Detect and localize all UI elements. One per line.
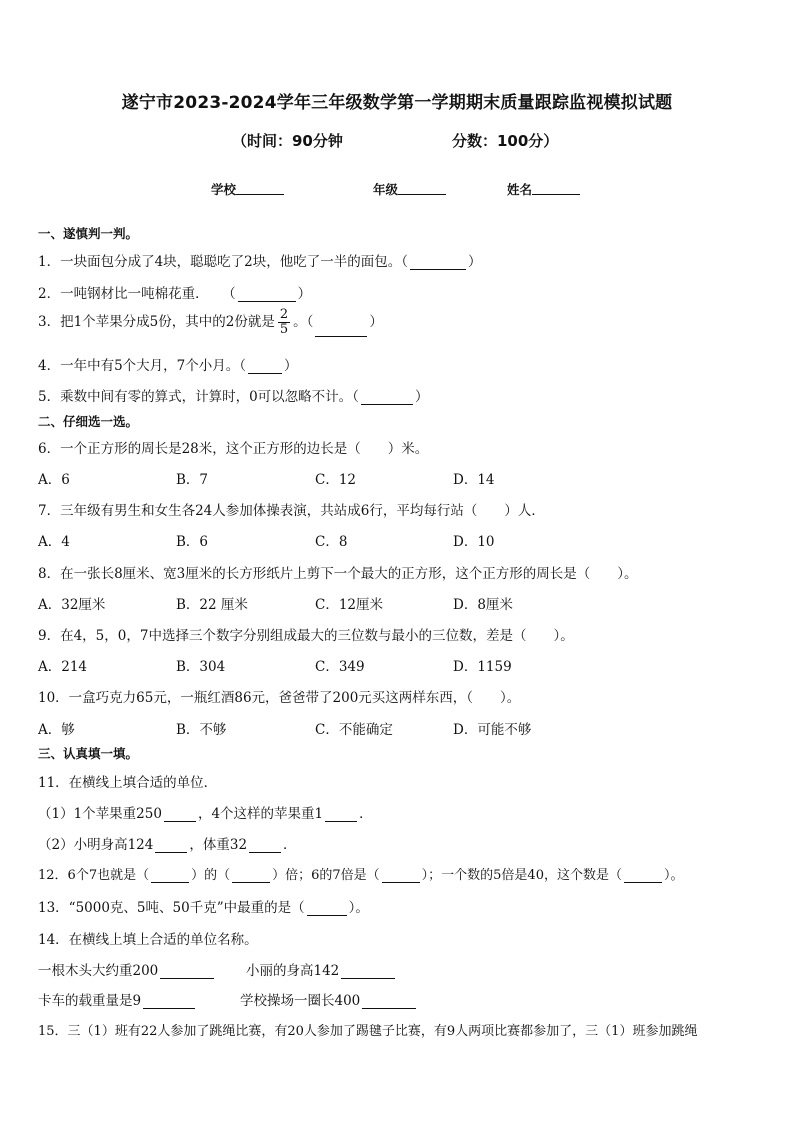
answer-blank[interactable] <box>151 868 189 883</box>
option-c[interactable]: C．349 <box>315 659 365 675</box>
question-12: 12．6个7也就是（ ）的（ ）倍；6的7倍是（ ）；一个数的5倍是40，这个数是（ ）。 <box>38 868 684 883</box>
grade-field: 年级 <box>373 180 398 198</box>
question-13: 13．“5000克、5吨、50千克”中最重的是（ ）。 <box>38 900 369 916</box>
name-field: 姓名 <box>507 180 532 198</box>
question-11: 11．在横线上填合适的单位． <box>38 775 218 791</box>
answer-blank[interactable] <box>325 807 357 822</box>
school-field: 学校 <box>211 180 236 198</box>
option-a[interactable]: A．6 <box>38 472 70 488</box>
option-b[interactable]: B．22 厘米 <box>176 597 248 613</box>
option-b[interactable]: B．6 <box>176 534 209 550</box>
school-blank[interactable] <box>236 180 284 195</box>
exam-score: 分数：100分） <box>452 132 559 150</box>
answer-blank[interactable] <box>160 964 214 979</box>
question-14-row-2: 卡车的载重量是9 <box>38 989 197 1009</box>
fraction: $\frac{2}{5}$ <box>279 307 289 337</box>
answer-blank[interactable] <box>341 964 395 979</box>
question-7: 7．三年级有男生和女生各24人参加体操表演，共站成6行，平均每行站（ ）人． <box>38 503 545 519</box>
option-a[interactable]: A．32厘米 <box>38 597 106 613</box>
answer-blank[interactable] <box>155 838 187 853</box>
answer-blank[interactable] <box>307 901 347 916</box>
answer-blank[interactable] <box>362 994 416 1009</box>
option-c[interactable]: C．12厘米 <box>315 597 384 613</box>
answer-blank[interactable] <box>382 868 420 883</box>
answer-blank[interactable] <box>410 255 466 270</box>
question-4: 4．一年中有5个大月，7个小月。（ ） <box>38 358 298 374</box>
question-8: 8．在一张长8厘米、宽3厘米的长方形纸片上剪下一个最大的正方形，这个正方形的周长是（ ）。 <box>38 566 638 582</box>
option-c[interactable]: C．12 <box>315 472 357 488</box>
section-heading-judge: 一、遂慎判一判。 <box>38 226 139 241</box>
question-14: 14．在横线上填上合适的单位名称。 <box>38 932 258 948</box>
answer-blank[interactable] <box>238 287 296 302</box>
question-6: 6．一个正方形的周长是28米，这个正方形的边长是（ ）米。 <box>38 441 429 457</box>
option-b[interactable]: B．不够 <box>176 722 227 738</box>
question-5: 5．乘数中间有零的算式，计算时，0可以忽略不计。（ ） <box>38 389 429 405</box>
option-d[interactable]: D．14 <box>453 472 495 488</box>
question-14-row-2b: 学校操场一圈长400 <box>240 989 418 1009</box>
answer-blank[interactable] <box>249 838 281 853</box>
question-10: 10．一盒巧克力65元，一瓶红酒86元，爸爸带了200元买这两样东西，（ ）。 <box>38 690 521 706</box>
page-title: 遂宁市2023-2024学年三年级数学第一学期期末质量跟踪监视模拟试题 <box>121 93 673 113</box>
name-blank[interactable] <box>532 180 580 195</box>
grade-blank[interactable] <box>398 180 446 195</box>
answer-blank[interactable] <box>143 994 195 1009</box>
option-b[interactable]: B．304 <box>176 659 226 675</box>
answer-blank[interactable] <box>232 868 270 883</box>
option-d[interactable]: D．8厘米 <box>453 597 513 613</box>
question-9: 9．在4，5，0，7中选择三个数字分别组成最大的三位数与最小的三位数，差是（ ）。 <box>38 628 574 644</box>
exam-meta <box>0 130 794 152</box>
option-c[interactable]: C．不能确定 <box>315 722 393 738</box>
question-1: 1．一块面包分成了4块，聪聪吃了2块，他吃了一半的面包。（ ） <box>38 254 482 270</box>
answer-blank[interactable] <box>315 322 367 337</box>
option-a[interactable]: A．4 <box>38 534 70 550</box>
option-d[interactable]: D．1159 <box>453 659 512 675</box>
option-d[interactable]: D．可能不够 <box>453 722 532 738</box>
answer-blank[interactable] <box>361 390 413 405</box>
section-heading-fill: 三、认真填一填。 <box>38 746 139 761</box>
answer-blank[interactable] <box>164 807 196 822</box>
answer-blank[interactable] <box>248 359 282 374</box>
option-a[interactable]: A．够 <box>38 722 75 738</box>
option-b[interactable]: B．7 <box>176 472 209 488</box>
question-14-row-1b: 小丽的身高142 <box>246 959 397 979</box>
question-11-part-2: （2）小明身高124 ，体重32 ． <box>38 837 297 853</box>
question-14-row-1: 一根木头大约重200 <box>38 959 216 979</box>
answer-blank[interactable] <box>624 868 662 883</box>
option-d[interactable]: D．10 <box>453 534 495 550</box>
section-heading-choice: 二、仔细选一选。 <box>38 414 139 429</box>
question-11-part-1: （1）1个苹果重250 ，4个这样的苹果重1 ． <box>38 806 373 822</box>
question-3: 3．把1个苹果分成5份，其中的2份就是 $\frac{2}{5}$ 。（ ） <box>38 307 383 337</box>
exam-time: （时间：90分钟 <box>232 132 343 150</box>
option-c[interactable]: C．8 <box>315 534 348 550</box>
question-2: 2．一吨钢材比一吨棉花重． （ ） <box>38 286 312 302</box>
option-a[interactable]: A．214 <box>38 659 88 675</box>
question-15: 15．三（1）班有22人参加了跳绳比赛，有20人参加了踢毽子比赛，有9人两项比赛都参加了，三（1）班参加跳绳 <box>38 1024 698 1039</box>
